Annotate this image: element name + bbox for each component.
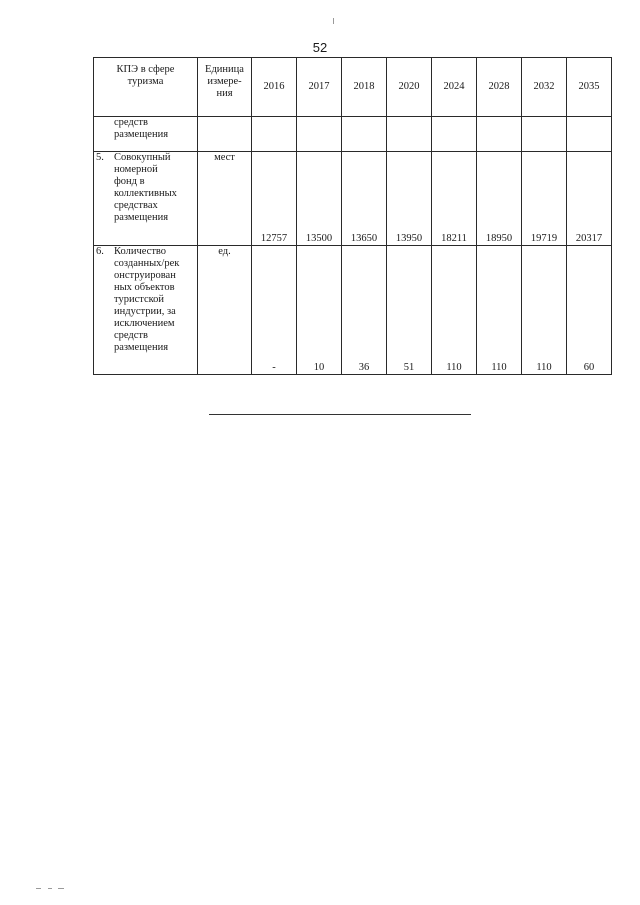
kpe-name-line: онструирован (114, 270, 176, 281)
page-number: 52 (312, 40, 328, 55)
value-cell: 10 (297, 246, 342, 375)
kpe-name-line: фонд в (114, 176, 145, 187)
row-number: 5. (96, 152, 104, 163)
value-cell (252, 117, 297, 152)
value-cell (567, 117, 612, 152)
header-year: 2020 (387, 58, 432, 117)
kpe-name-line: средств (114, 330, 148, 341)
row-number: 6. (96, 246, 104, 257)
scan-speck (333, 18, 334, 24)
value-cell (342, 117, 387, 152)
table-row (94, 152, 612, 246)
value-cell: - (252, 246, 297, 375)
table-header-row (94, 58, 612, 117)
kpe-name-cell (94, 246, 198, 375)
table-row (94, 246, 612, 375)
kpe-name-line: Совокупный (114, 152, 171, 163)
value-cell: 18211 (432, 152, 477, 246)
header-year: 2024 (432, 58, 477, 117)
header-kpe-line: туризма (127, 76, 164, 87)
value-cell: 18950 (477, 152, 522, 246)
scan-speck (58, 888, 64, 889)
header-year: 2028 (477, 58, 522, 117)
value-cell: 110 (477, 246, 522, 375)
header-year: 2016 (252, 58, 297, 117)
kpe-name-line: размещения (114, 129, 169, 140)
kpe-name-line: ных объектов (114, 282, 175, 293)
scan-speck (36, 888, 41, 889)
unit-cell: ед. (198, 246, 252, 375)
value-cell: 110 (522, 246, 567, 375)
value-cell (297, 117, 342, 152)
header-unit (198, 58, 252, 117)
header-year: 2035 (567, 58, 612, 117)
kpe-name-line: номерной (114, 164, 158, 175)
value-cell (387, 117, 432, 152)
kpe-name-line: индустрии, за (114, 306, 176, 317)
value-cell (432, 117, 477, 152)
header-kpe (94, 58, 198, 117)
kpe-name-line: созданных/рек (114, 258, 180, 269)
scan-speck (48, 888, 52, 889)
kpe-name-cell (94, 117, 198, 152)
kpe-name-line: исключением (114, 318, 175, 329)
kpe-name-line: Количество (114, 246, 167, 257)
value-cell: 19719 (522, 152, 567, 246)
header-unit-line: ния (216, 88, 233, 99)
value-cell: 110 (432, 246, 477, 375)
table-row-continuation (94, 117, 612, 152)
value-cell: 13500 (297, 152, 342, 246)
header-kpe-line: КПЭ в сфере (116, 64, 175, 75)
kpe-name-line: размещения (114, 212, 169, 223)
header-year: 2018 (342, 58, 387, 117)
kpe-name-line: коллективных (114, 188, 177, 199)
header-unit-line: измере- (207, 76, 242, 87)
end-of-document-rule (209, 414, 471, 415)
value-cell: 60 (567, 246, 612, 375)
kpe-name-line: размещения (114, 342, 169, 353)
kpe-name-line: средствах (114, 200, 158, 211)
value-cell: 20317 (567, 152, 612, 246)
value-cell: 36 (342, 246, 387, 375)
value-cell: 13650 (342, 152, 387, 246)
unit-cell: мест (198, 152, 252, 246)
header-unit-line: Единица (205, 64, 244, 75)
value-cell: 12757 (252, 152, 297, 246)
header-year: 2032 (522, 58, 567, 117)
unit-cell (198, 117, 252, 152)
kpe-table (93, 57, 612, 375)
value-cell: 51 (387, 246, 432, 375)
kpe-name-line: средств (114, 117, 148, 128)
kpe-name-cell (94, 152, 198, 246)
value-cell (522, 117, 567, 152)
value-cell (477, 117, 522, 152)
kpe-name-line: туристской (114, 294, 165, 305)
header-year: 2017 (297, 58, 342, 117)
value-cell: 13950 (387, 152, 432, 246)
